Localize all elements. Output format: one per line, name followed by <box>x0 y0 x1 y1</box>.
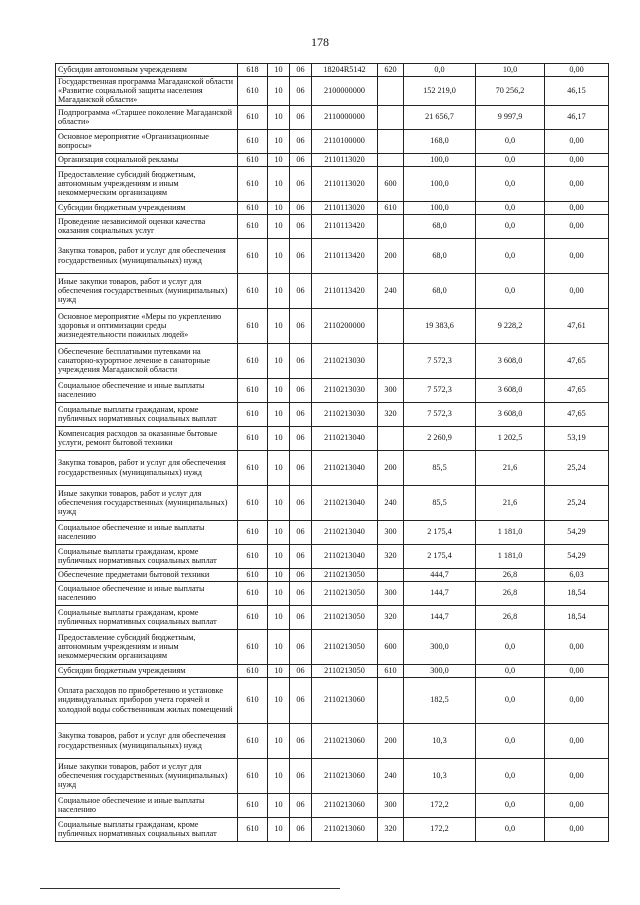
cell-target-article: 2110200000 <box>312 308 378 343</box>
cell-name: Предоставление субсидий бюджетным, автономным учреждениям и иным некоммерческим организациям <box>56 166 238 201</box>
cell-target-article: 2110113020 <box>312 201 378 214</box>
cell-name: Закупка товаров, работ и услуг для обеспечения государственных (муниципальных) нужд <box>56 723 238 758</box>
cell-target-article: 2110100000 <box>312 129 378 153</box>
cell-expense-type: 200 <box>378 450 404 485</box>
cell-subsection-code: 06 <box>290 793 312 817</box>
table-row <box>56 201 609 214</box>
cell-expense-type <box>378 677 404 723</box>
cell-name: Социальные выплаты гражданам, кроме публичных нормативных социальных выплат <box>56 605 238 629</box>
table-row <box>56 629 609 664</box>
cell-executed-amount: 0,0 <box>476 793 545 817</box>
cell-section-code: 10 <box>268 544 290 568</box>
cell-section-code: 10 <box>268 605 290 629</box>
table-row <box>56 166 609 201</box>
cell-expense-type: 620 <box>378 64 404 77</box>
cell-subsection-code: 06 <box>290 817 312 841</box>
table-row <box>56 214 609 238</box>
cell-execution-percent: 0,00 <box>545 629 609 664</box>
cell-execution-percent: 0,00 <box>545 793 609 817</box>
cell-ministry-code: 610 <box>238 426 268 450</box>
table-row <box>56 64 609 77</box>
cell-target-article: 2110213060 <box>312 793 378 817</box>
cell-executed-amount: 3 608,0 <box>476 378 545 402</box>
cell-expense-type <box>378 129 404 153</box>
table-row <box>56 664 609 677</box>
cell-approved-amount: 68,0 <box>404 214 476 238</box>
cell-target-article: 2110113420 <box>312 273 378 308</box>
cell-ministry-code: 610 <box>238 378 268 402</box>
cell-target-article: 2110213040 <box>312 520 378 544</box>
cell-approved-amount: 444,7 <box>404 568 476 581</box>
cell-section-code: 10 <box>268 64 290 77</box>
cell-subsection-code: 06 <box>290 343 312 378</box>
cell-execution-percent: 18,54 <box>545 581 609 605</box>
cell-ministry-code: 610 <box>238 153 268 166</box>
cell-approved-amount: 85,5 <box>404 485 476 520</box>
cell-name: Субсидии бюджетным учреждениям <box>56 664 238 677</box>
cell-execution-percent: 6,03 <box>545 568 609 581</box>
cell-execution-percent: 0,00 <box>545 201 609 214</box>
cell-section-code: 10 <box>268 485 290 520</box>
cell-target-article: 2110113020 <box>312 166 378 201</box>
cell-target-article: 2110113420 <box>312 214 378 238</box>
cell-approved-amount: 168,0 <box>404 129 476 153</box>
cell-ministry-code: 610 <box>238 201 268 214</box>
cell-subsection-code: 06 <box>290 605 312 629</box>
cell-name: Закупка товаров, работ и услуг для обеспечения государственных (муниципальных) нужд <box>56 238 238 273</box>
table-row <box>56 273 609 308</box>
table-row <box>56 485 609 520</box>
cell-execution-percent: 46,15 <box>545 77 609 106</box>
cell-section-code: 10 <box>268 77 290 106</box>
cell-section-code: 10 <box>268 343 290 378</box>
cell-subsection-code: 06 <box>290 378 312 402</box>
cell-target-article: 2110213030 <box>312 402 378 426</box>
cell-ministry-code: 610 <box>238 343 268 378</box>
cell-ministry-code: 610 <box>238 581 268 605</box>
cell-section-code: 10 <box>268 153 290 166</box>
cell-approved-amount: 300,0 <box>404 629 476 664</box>
cell-ministry-code: 618 <box>238 64 268 77</box>
table-body <box>56 64 609 842</box>
cell-name: Социальное обеспечение и иные выплаты населению <box>56 378 238 402</box>
cell-approved-amount: 10,3 <box>404 723 476 758</box>
cell-target-article: 2110213050 <box>312 629 378 664</box>
cell-subsection-code: 06 <box>290 677 312 723</box>
cell-target-article: 2110113420 <box>312 238 378 273</box>
cell-execution-percent: 0,00 <box>545 677 609 723</box>
cell-target-article: 2110213040 <box>312 426 378 450</box>
cell-approved-amount: 100,0 <box>404 201 476 214</box>
table-row <box>56 238 609 273</box>
cell-target-article: 2110113020 <box>312 153 378 166</box>
cell-expense-type <box>378 153 404 166</box>
cell-section-code: 10 <box>268 568 290 581</box>
cell-approved-amount: 144,7 <box>404 605 476 629</box>
cell-execution-percent: 54,29 <box>545 520 609 544</box>
cell-subsection-code: 06 <box>290 64 312 77</box>
cell-target-article: 2110213030 <box>312 343 378 378</box>
table-row <box>56 817 609 841</box>
cell-subsection-code: 06 <box>290 166 312 201</box>
cell-subsection-code: 06 <box>290 214 312 238</box>
cell-subsection-code: 06 <box>290 450 312 485</box>
cell-section-code: 10 <box>268 273 290 308</box>
cell-execution-percent: 0,00 <box>545 758 609 793</box>
cell-target-article: 2110213060 <box>312 758 378 793</box>
cell-expense-type: 320 <box>378 544 404 568</box>
cell-subsection-code: 06 <box>290 544 312 568</box>
cell-subsection-code: 06 <box>290 758 312 793</box>
cell-execution-percent: 47,65 <box>545 402 609 426</box>
cell-execution-percent: 18,54 <box>545 605 609 629</box>
cell-subsection-code: 06 <box>290 485 312 520</box>
cell-name: Организация социальной рекламы <box>56 153 238 166</box>
cell-executed-amount: 0,0 <box>476 201 545 214</box>
cell-name: Компенсация расходов за оказанные бытовые услуги, ремонт бытовой техники <box>56 426 238 450</box>
cell-subsection-code: 06 <box>290 581 312 605</box>
cell-ministry-code: 610 <box>238 629 268 664</box>
cell-approved-amount: 100,0 <box>404 153 476 166</box>
cell-target-article: 18204R5142 <box>312 64 378 77</box>
cell-approved-amount: 7 572,3 <box>404 378 476 402</box>
cell-target-article: 2110213050 <box>312 605 378 629</box>
cell-target-article: 2110213060 <box>312 677 378 723</box>
cell-section-code: 10 <box>268 664 290 677</box>
cell-subsection-code: 06 <box>290 129 312 153</box>
cell-ministry-code: 610 <box>238 677 268 723</box>
cell-name: Социальные выплаты гражданам, кроме публичных нормативных социальных выплат <box>56 402 238 426</box>
cell-target-article: 2110213040 <box>312 450 378 485</box>
cell-section-code: 10 <box>268 402 290 426</box>
cell-ministry-code: 610 <box>238 485 268 520</box>
cell-target-article: 2100000000 <box>312 77 378 106</box>
cell-name: Иные закупки товаров, работ и услуг для обеспечения государственных (муниципальных) нужд <box>56 273 238 308</box>
cell-executed-amount: 0,0 <box>476 664 545 677</box>
cell-executed-amount: 0,0 <box>476 723 545 758</box>
cell-ministry-code: 610 <box>238 568 268 581</box>
cell-executed-amount: 26,8 <box>476 605 545 629</box>
footer-divider <box>40 888 340 889</box>
cell-expense-type <box>378 105 404 129</box>
cell-executed-amount: 10,0 <box>476 64 545 77</box>
cell-executed-amount: 9 997,9 <box>476 105 545 129</box>
cell-executed-amount: 0,0 <box>476 129 545 153</box>
table-row <box>56 308 609 343</box>
cell-execution-percent: 47,65 <box>545 378 609 402</box>
table-row <box>56 343 609 378</box>
cell-subsection-code: 06 <box>290 402 312 426</box>
cell-expense-type: 300 <box>378 378 404 402</box>
cell-subsection-code: 06 <box>290 238 312 273</box>
cell-section-code: 10 <box>268 426 290 450</box>
table-row <box>56 723 609 758</box>
cell-expense-type: 320 <box>378 402 404 426</box>
cell-executed-amount: 21,6 <box>476 450 545 485</box>
cell-ministry-code: 610 <box>238 450 268 485</box>
cell-expense-type: 200 <box>378 238 404 273</box>
cell-execution-percent: 0,00 <box>545 238 609 273</box>
cell-section-code: 10 <box>268 129 290 153</box>
cell-section-code: 10 <box>268 677 290 723</box>
cell-subsection-code: 06 <box>290 308 312 343</box>
cell-executed-amount: 26,8 <box>476 568 545 581</box>
cell-name: Иные закупки товаров, работ и услуг для обеспечения государственных (муниципальных) нужд <box>56 758 238 793</box>
cell-subsection-code: 06 <box>290 77 312 106</box>
cell-executed-amount: 0,0 <box>476 214 545 238</box>
cell-name: Субсидии бюджетным учреждениям <box>56 201 238 214</box>
cell-approved-amount: 21 656,7 <box>404 105 476 129</box>
cell-subsection-code: 06 <box>290 153 312 166</box>
cell-name: Оплата расходов по приобретению и установке индивидуальных приборов учета горячей и холодной воды собственникам жилых помещений <box>56 677 238 723</box>
cell-expense-type <box>378 308 404 343</box>
cell-executed-amount: 9 228,2 <box>476 308 545 343</box>
cell-executed-amount: 0,0 <box>476 677 545 723</box>
cell-approved-amount: 152 219,0 <box>404 77 476 106</box>
cell-ministry-code: 610 <box>238 105 268 129</box>
table-row <box>56 544 609 568</box>
table-row <box>56 677 609 723</box>
cell-name: Социальное обеспечение и иные выплаты населению <box>56 581 238 605</box>
cell-ministry-code: 610 <box>238 817 268 841</box>
cell-approved-amount: 2 260,9 <box>404 426 476 450</box>
budget-table <box>55 63 609 842</box>
cell-target-article: 2110213050 <box>312 664 378 677</box>
cell-approved-amount: 85,5 <box>404 450 476 485</box>
cell-approved-amount: 7 572,3 <box>404 402 476 426</box>
table-row <box>56 520 609 544</box>
cell-section-code: 10 <box>268 450 290 485</box>
cell-expense-type: 240 <box>378 758 404 793</box>
cell-target-article: 2110213030 <box>312 378 378 402</box>
cell-executed-amount: 3 608,0 <box>476 402 545 426</box>
cell-subsection-code: 06 <box>290 568 312 581</box>
cell-execution-percent: 46,17 <box>545 105 609 129</box>
cell-subsection-code: 06 <box>290 723 312 758</box>
cell-subsection-code: 06 <box>290 520 312 544</box>
cell-name: Иные закупки товаров, работ и услуг для обеспечения государственных (муниципальных) нужд <box>56 485 238 520</box>
cell-section-code: 10 <box>268 378 290 402</box>
cell-name: Социальное обеспечение и иные выплаты населению <box>56 793 238 817</box>
cell-approved-amount: 68,0 <box>404 238 476 273</box>
cell-section-code: 10 <box>268 238 290 273</box>
cell-ministry-code: 610 <box>238 723 268 758</box>
cell-section-code: 10 <box>268 793 290 817</box>
cell-execution-percent: 0,00 <box>545 214 609 238</box>
cell-ministry-code: 610 <box>238 308 268 343</box>
cell-executed-amount: 1 202,5 <box>476 426 545 450</box>
cell-approved-amount: 172,2 <box>404 793 476 817</box>
cell-expense-type <box>378 77 404 106</box>
cell-target-article: 2110213040 <box>312 485 378 520</box>
cell-execution-percent: 47,65 <box>545 343 609 378</box>
cell-name: Обеспечение предметами бытовой техники <box>56 568 238 581</box>
cell-execution-percent: 0,00 <box>545 817 609 841</box>
cell-section-code: 10 <box>268 201 290 214</box>
cell-execution-percent: 25,24 <box>545 450 609 485</box>
cell-expense-type: 240 <box>378 485 404 520</box>
cell-approved-amount: 19 383,6 <box>404 308 476 343</box>
cell-name: Подпрограмма «Старшее поколение Магаданской области» <box>56 105 238 129</box>
cell-expense-type: 320 <box>378 605 404 629</box>
cell-approved-amount: 10,3 <box>404 758 476 793</box>
table-row <box>56 378 609 402</box>
cell-execution-percent: 25,24 <box>545 485 609 520</box>
cell-target-article: 2110213050 <box>312 568 378 581</box>
cell-expense-type <box>378 214 404 238</box>
page-number: 178 <box>311 35 329 49</box>
cell-approved-amount: 0,0 <box>404 64 476 77</box>
table-row <box>56 77 609 106</box>
cell-executed-amount: 26,8 <box>476 581 545 605</box>
cell-executed-amount: 0,0 <box>476 273 545 308</box>
cell-execution-percent: 54,29 <box>545 544 609 568</box>
cell-executed-amount: 0,0 <box>476 153 545 166</box>
cell-target-article: 2110213050 <box>312 581 378 605</box>
cell-ministry-code: 610 <box>238 520 268 544</box>
cell-ministry-code: 610 <box>238 758 268 793</box>
cell-expense-type <box>378 568 404 581</box>
cell-section-code: 10 <box>268 520 290 544</box>
table-row <box>56 793 609 817</box>
cell-section-code: 10 <box>268 308 290 343</box>
table-row <box>56 605 609 629</box>
cell-section-code: 10 <box>268 214 290 238</box>
cell-ministry-code: 610 <box>238 166 268 201</box>
cell-expense-type: 600 <box>378 166 404 201</box>
cell-name: Основное мероприятие «Меры по укреплению здоровья и оптимизации среды жизнедеятельности пожилых людей» <box>56 308 238 343</box>
cell-section-code: 10 <box>268 166 290 201</box>
cell-ministry-code: 610 <box>238 273 268 308</box>
cell-executed-amount: 1 181,0 <box>476 520 545 544</box>
cell-expense-type <box>378 343 404 378</box>
cell-section-code: 10 <box>268 105 290 129</box>
cell-execution-percent: 0,00 <box>545 723 609 758</box>
cell-target-article: 2110213040 <box>312 544 378 568</box>
table-row <box>56 105 609 129</box>
cell-name: Государственная программа Магаданской области «Развитие социальной защиты населения Магаданской области» <box>56 77 238 106</box>
cell-ministry-code: 610 <box>238 402 268 426</box>
cell-subsection-code: 06 <box>290 105 312 129</box>
cell-expense-type: 200 <box>378 723 404 758</box>
cell-subsection-code: 06 <box>290 629 312 664</box>
cell-name: Социальное обеспечение и иные выплаты населению <box>56 520 238 544</box>
cell-ministry-code: 610 <box>238 793 268 817</box>
cell-approved-amount: 182,5 <box>404 677 476 723</box>
cell-name: Социальные выплаты гражданам, кроме публичных нормативных социальных выплат <box>56 544 238 568</box>
cell-execution-percent: 47,61 <box>545 308 609 343</box>
cell-executed-amount: 0,0 <box>476 629 545 664</box>
cell-approved-amount: 100,0 <box>404 166 476 201</box>
cell-approved-amount: 300,0 <box>404 664 476 677</box>
cell-expense-type: 240 <box>378 273 404 308</box>
cell-subsection-code: 06 <box>290 273 312 308</box>
cell-approved-amount: 2 175,4 <box>404 520 476 544</box>
cell-executed-amount: 70 256,2 <box>476 77 545 106</box>
cell-approved-amount: 2 175,4 <box>404 544 476 568</box>
cell-approved-amount: 144,7 <box>404 581 476 605</box>
cell-approved-amount: 68,0 <box>404 273 476 308</box>
cell-ministry-code: 610 <box>238 77 268 106</box>
cell-executed-amount: 0,0 <box>476 758 545 793</box>
cell-ministry-code: 610 <box>238 214 268 238</box>
cell-expense-type: 600 <box>378 629 404 664</box>
table-row <box>56 581 609 605</box>
cell-executed-amount: 21,6 <box>476 485 545 520</box>
cell-approved-amount: 172,2 <box>404 817 476 841</box>
cell-ministry-code: 610 <box>238 238 268 273</box>
cell-executed-amount: 1 181,0 <box>476 544 545 568</box>
cell-execution-percent: 0,00 <box>545 273 609 308</box>
table-row <box>56 129 609 153</box>
cell-section-code: 10 <box>268 629 290 664</box>
cell-target-article: 2110213060 <box>312 723 378 758</box>
table-row <box>56 450 609 485</box>
cell-execution-percent: 53,19 <box>545 426 609 450</box>
cell-name: Предоставление субсидий бюджетным, автономным учреждениям и иным некоммерческим организациям <box>56 629 238 664</box>
cell-expense-type <box>378 426 404 450</box>
cell-ministry-code: 610 <box>238 664 268 677</box>
cell-ministry-code: 610 <box>238 605 268 629</box>
cell-name: Субсидии автономным учреждениям <box>56 64 238 77</box>
cell-executed-amount: 0,0 <box>476 817 545 841</box>
cell-target-article: 2110000000 <box>312 105 378 129</box>
cell-execution-percent: 0,00 <box>545 129 609 153</box>
cell-executed-amount: 3 608,0 <box>476 343 545 378</box>
table-row <box>56 153 609 166</box>
cell-executed-amount: 0,0 <box>476 166 545 201</box>
cell-name: Обеспечение бесплатными путевками на санаторно-курортное лечение в санаторные учреждения Магаданской области <box>56 343 238 378</box>
cell-name: Закупка товаров, работ и услуг для обеспечения государственных (муниципальных) нужд <box>56 450 238 485</box>
cell-section-code: 10 <box>268 723 290 758</box>
cell-expense-type: 610 <box>378 201 404 214</box>
cell-expense-type: 300 <box>378 520 404 544</box>
cell-subsection-code: 06 <box>290 426 312 450</box>
table-row <box>56 568 609 581</box>
cell-section-code: 10 <box>268 817 290 841</box>
cell-subsection-code: 06 <box>290 201 312 214</box>
cell-expense-type: 300 <box>378 793 404 817</box>
cell-target-article: 2110213060 <box>312 817 378 841</box>
cell-section-code: 10 <box>268 581 290 605</box>
cell-ministry-code: 610 <box>238 129 268 153</box>
cell-executed-amount: 0,0 <box>476 238 545 273</box>
table-row <box>56 402 609 426</box>
cell-name: Проведение независимой оценки качества оказания социальных услуг <box>56 214 238 238</box>
cell-execution-percent: 0,00 <box>545 664 609 677</box>
cell-name: Основное мероприятие «Организационные вопросы» <box>56 129 238 153</box>
cell-subsection-code: 06 <box>290 664 312 677</box>
cell-expense-type: 300 <box>378 581 404 605</box>
cell-section-code: 10 <box>268 758 290 793</box>
cell-expense-type: 610 <box>378 664 404 677</box>
cell-execution-percent: 0,00 <box>545 64 609 77</box>
table-row <box>56 426 609 450</box>
cell-execution-percent: 0,00 <box>545 166 609 201</box>
table-row <box>56 758 609 793</box>
cell-expense-type: 320 <box>378 817 404 841</box>
cell-ministry-code: 610 <box>238 544 268 568</box>
cell-approved-amount: 7 572,3 <box>404 343 476 378</box>
cell-execution-percent: 0,00 <box>545 153 609 166</box>
cell-name: Социальные выплаты гражданам, кроме публичных нормативных социальных выплат <box>56 817 238 841</box>
